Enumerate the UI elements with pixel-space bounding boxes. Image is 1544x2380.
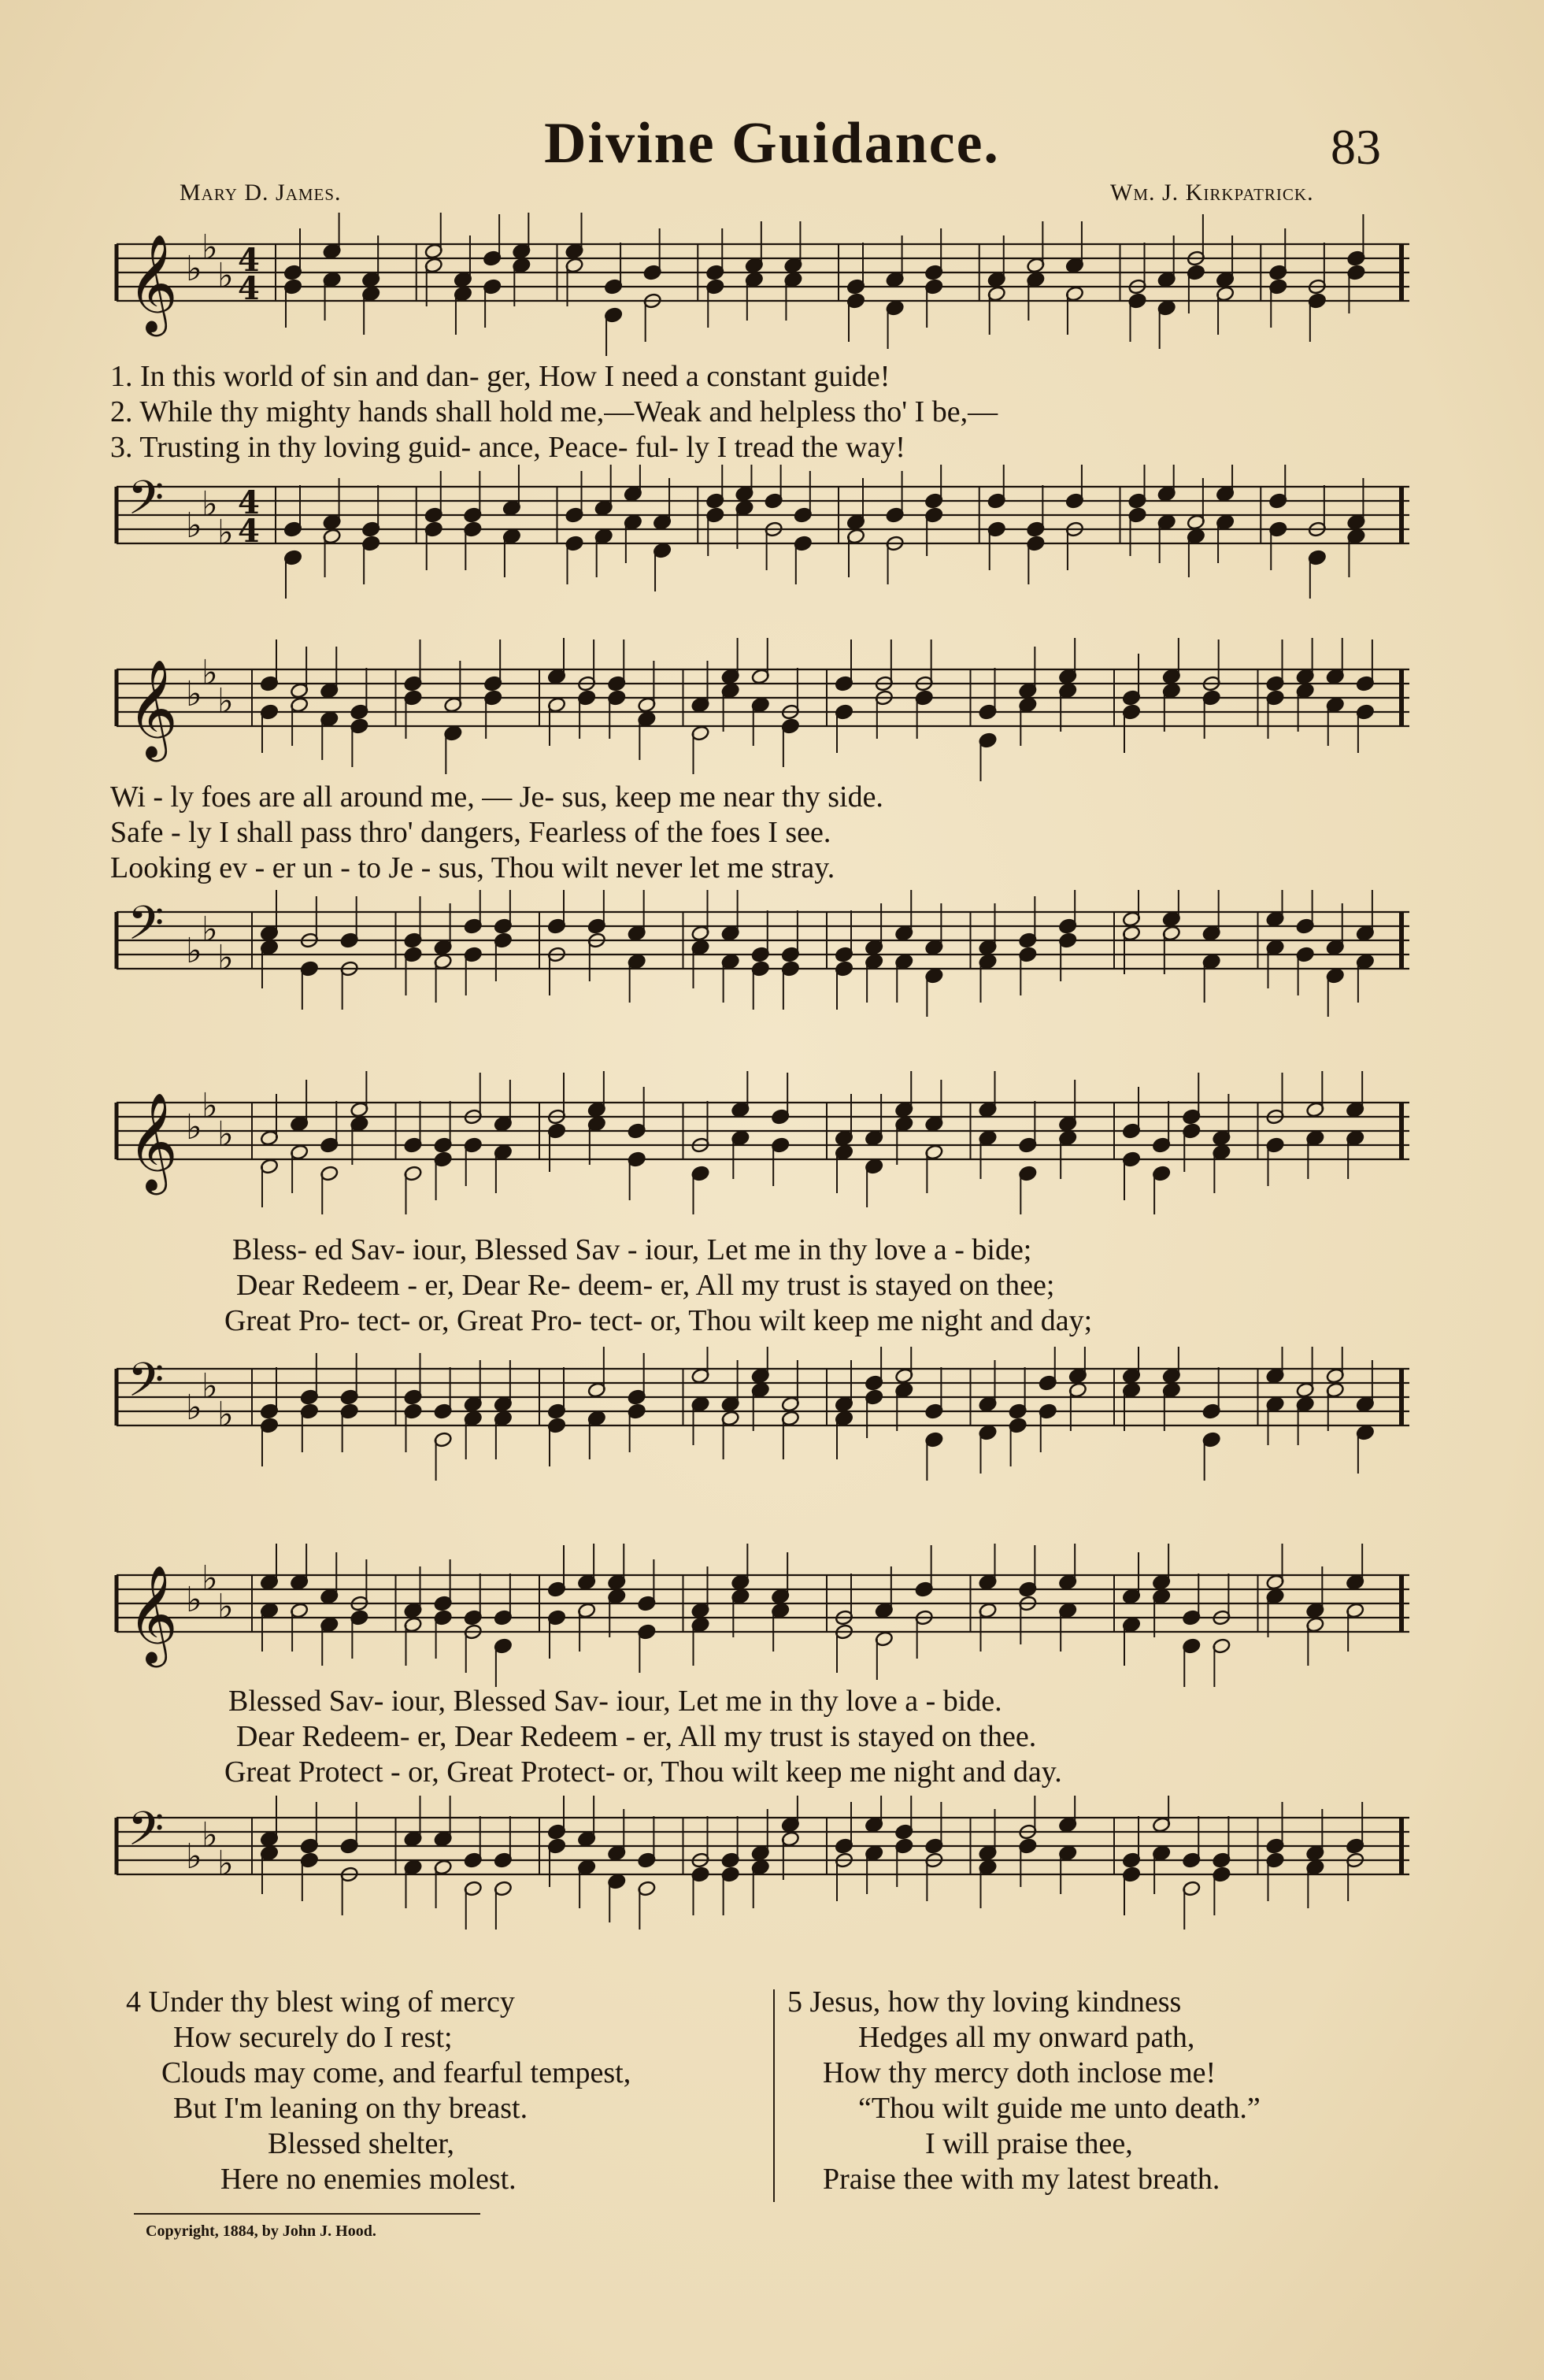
- bass-clef-icon: 𝄢: [128, 1352, 165, 1418]
- copyright-rule: [134, 2213, 480, 2215]
- lyric-block-1: [110, 359, 1417, 465]
- additional-stanzas: [126, 1985, 1417, 2205]
- lyric-line: Safe - ly I shall pass thro' dangers, Fearless of the foes I see.: [110, 816, 831, 849]
- flat-icon: ♭: [186, 674, 202, 714]
- flat-icon: ♭: [202, 653, 218, 693]
- lyric-line: 3. Trusting in thy loving guid- ance, Peace- ful- ly I tread the way!: [110, 431, 905, 464]
- lyric-line: Looking ev - er un - to Je - sus, Thou wilt never let me stray.: [110, 851, 835, 884]
- flat-icon: ♭: [217, 1844, 234, 1884]
- bass-staff-1: [110, 465, 1417, 599]
- stanza-line: Under thy blest wing of mercy: [148, 1985, 515, 2019]
- lyric-line: Blessed Sav- iour, Blessed Sav- iour, Let me in thy love a - bide.: [228, 1685, 1002, 1718]
- flat-icon: ♭: [186, 249, 202, 289]
- lyric-block-3: [110, 1233, 1417, 1339]
- stanza-line: I will praise thee,: [925, 2127, 1133, 2160]
- treble-clef-icon: 𝄞: [128, 1565, 178, 1663]
- treble-staff-1: [110, 213, 1417, 362]
- flat-icon: ♭: [202, 1366, 218, 1407]
- flat-icon: ♭: [186, 1837, 202, 1877]
- bass-clef-icon: 𝄢: [128, 895, 165, 962]
- treble-staff-4: [110, 1544, 1417, 1693]
- music-system-4: [110, 1544, 1417, 1945]
- stanza-line: Blessed shelter,: [268, 2127, 454, 2160]
- flat-icon: ♭: [217, 938, 234, 978]
- stanza-line: How thy mercy doth inclose me!: [823, 2056, 1216, 2089]
- treble-clef-icon: 𝄞: [128, 234, 178, 332]
- time-signature: 4: [238, 484, 260, 521]
- flat-icon: ♭: [202, 1815, 218, 1855]
- flat-icon: ♭: [202, 228, 218, 268]
- stanza-line: “Thou wilt guide me unto death.”: [858, 2092, 1261, 2125]
- copyright-notice: Copyright, 1884, by John J. Hood.: [146, 2222, 376, 2240]
- flat-icon: ♭: [217, 1395, 234, 1435]
- stanza-line: But I'm leaning on thy breast.: [173, 2092, 528, 2125]
- composer-credit: Wm. J. Kirkpatrick.: [1110, 180, 1314, 206]
- flat-icon: ♭: [217, 513, 234, 553]
- bass-staff-3: [110, 1347, 1417, 1496]
- flat-icon: ♭: [217, 256, 234, 296]
- bass-clef-icon: 𝄢: [128, 1801, 165, 1867]
- music-system-2: [110, 638, 1417, 1032]
- stanza-line: Praise thee with my latest breath.: [823, 2163, 1220, 2196]
- flat-icon: ♭: [217, 681, 234, 721]
- stanza-line: Jesus, how thy loving kindness: [809, 1985, 1182, 2019]
- lyric-line: 2. While thy mighty hands shall hold me,—Weak and helpless tho' I be,—: [110, 395, 998, 428]
- flat-icon: ♭: [186, 506, 202, 546]
- flat-icon: ♭: [217, 1587, 234, 1627]
- treble-staff-3: [110, 1071, 1417, 1229]
- lyric-line: Bless- ed Sav- iour, Blessed Sav - iour, Let me in thy love a - bide;: [232, 1233, 1032, 1266]
- treble-clef-icon: 𝄞: [128, 1092, 178, 1191]
- stanza-4: [126, 1985, 631, 2197]
- stanza-number: 4: [126, 1985, 141, 2019]
- flat-icon: ♭: [202, 1559, 218, 1599]
- time-signature: 4: [238, 513, 260, 550]
- lyric-line: Great Pro- tect- or, Great Pro- tect- or, Thou wilt keep me night and day;: [224, 1304, 1093, 1337]
- stanza-line: Hedges all my onward path,: [858, 2021, 1195, 2054]
- flat-icon: ♭: [186, 931, 202, 971]
- lyric-line: Dear Redeem- er, Dear Redeem - er, All my trust is stayed on thee.: [236, 1720, 1037, 1753]
- bass-staff-2: [110, 890, 1417, 1032]
- stanza-number: 5: [787, 1985, 802, 2019]
- flat-icon: ♭: [186, 1388, 202, 1428]
- music-system-1: [110, 213, 1417, 599]
- stanza-line: Clouds may come, and fearful tempest,: [161, 2056, 631, 2089]
- time-signature: 4: [238, 242, 260, 279]
- lyric-line: Great Protect - or, Great Protect- or, Thou wilt keep me night and day.: [224, 1755, 1062, 1789]
- lyric-line: Dear Redeem - er, Dear Re- deem- er, All my trust is stayed on thee;: [236, 1269, 1055, 1302]
- flat-icon: ♭: [202, 484, 218, 525]
- lyric-block-2: [110, 780, 1417, 886]
- flat-icon: ♭: [186, 1580, 202, 1620]
- lyric-block-4: [110, 1684, 1417, 1790]
- bass-staff-4: [110, 1796, 1417, 1945]
- time-signature: 4: [238, 270, 260, 307]
- lyricist-credit: Mary D. James.: [180, 180, 342, 206]
- treble-clef-icon: 𝄞: [128, 659, 178, 758]
- stanza-line: Here no enemies molest.: [220, 2163, 517, 2196]
- column-divider: [773, 1989, 775, 2202]
- page-number: 83: [1331, 119, 1381, 175]
- flat-icon: ♭: [186, 1107, 202, 1147]
- flat-icon: ♭: [202, 910, 218, 950]
- music-system-3: [110, 1071, 1417, 1496]
- flat-icon: ♭: [217, 1114, 234, 1155]
- flat-icon: ♭: [202, 1086, 218, 1126]
- lyric-line: 1. In this world of sin and dan- ger, How I need a constant guide!: [110, 360, 890, 393]
- stanza-5: [787, 1985, 1261, 2197]
- stanza-line: How securely do I rest;: [173, 2021, 453, 2054]
- treble-staff-2: [110, 638, 1417, 788]
- bass-clef-icon: 𝄢: [128, 470, 165, 536]
- hymn-title: Divine Guidance.: [544, 111, 1000, 176]
- lyric-line: Wi - ly foes are all around me, — Je- sus, keep me near thy side.: [110, 780, 883, 814]
